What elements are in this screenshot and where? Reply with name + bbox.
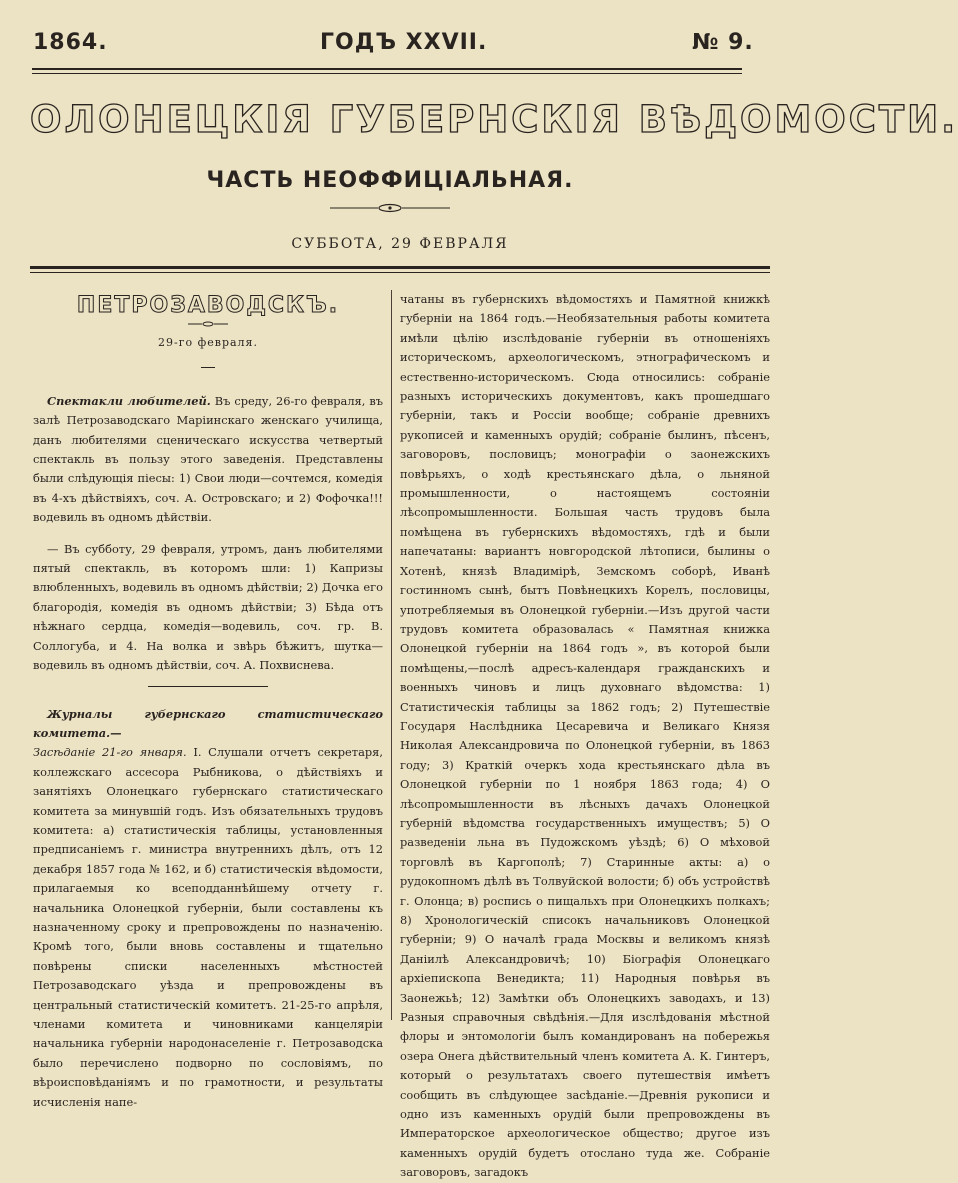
city-heading: ПЕТРОЗАВОДСКЪ. [76, 293, 340, 318]
article-theatre-text: Въ среду, 26-го февраля, въ залѣ Петрозаводскаго Маріинскаго женскаго училища, данъ любителями сценическаго искусства четвертый спектакль въ пользу этого заведенія. Представлены были слѣдующія пiесы: 1) Свои люди—сочтемся, комедія въ 4-хъ дѣйствіяхъ, соч. А. Островскаго; и 2) Фофочка!!! водевиль въ одномъ дѣйствіи. [33, 393, 383, 525]
article-theatre-heading: Спектакли любителей. [47, 393, 211, 408]
column-separator [391, 290, 392, 1020]
right-column [400, 290, 770, 1183]
masthead-title: ОЛОНЕЦКІЯ ГУБЕРНСКІЯ ВѢДОМОСТИ. [30, 98, 958, 141]
article-committee-heading: Журналы губернскаго статистическаго комитета.— [33, 706, 383, 740]
right-column-text: чатаны въ губернскихъ вѣдомостяхъ и Памятной книжкѣ губерніи на 1864 годъ.—Необязательныя работы комитета имѣли цѣлію изслѣдованіе губерніи въ отношеніяхъ историческомъ, археологическомъ, этнографическомъ и естественно-историческомъ. Сюда относились: собраніе разныхъ историческихъ документовъ, какъ прошедшаго губерніи, такъ и Россіи вообще; собраніе древнихъ рукописей и каменныхъ орудій; собраніе былинъ, пѣсенъ, заговоровъ, пословицъ; монографіи о заонежскихъ повѣрьяхъ, о ходѣ крестьянскаго дѣла, о льняной промышленности, о настоящемъ состояніи лѣсопромышленности. Большая часть трудовъ была помѣщена въ губернскихъ вѣдомостяхъ, гдѣ и были напечатаны: вариантъ новгородской лѣтописи, былины о Хотенѣ, князѣ Владимірѣ, Земскомъ соборѣ, Иванѣ гостинномъ сынѣ, бытъ Повѣнецкихъ Корелъ, пословицы, употребляемыя въ Олонецкой губерніи.—Изъ другой части трудовъ комитета образовалась « Памятная книжка Олонецкой губерніи на 1864 годъ », въ которой были помѣщены,—послѣ адресъ-календаря гражданскихъ и военныхъ чиновъ и лицъ духовнаго вѣдомства: 1) Статистическія таблицы за 1862 годъ; 2) Путешествіе Государя Наслѣдника Цесаревича и Великаго Князя Николая Александровича по Олонецкой губерніи, въ 1863 году; 3) Краткій очеркъ хода крестьянскаго дѣла въ Олонецкой губерніи по 1 ноября 1863 года; 4) О лѣсопромышленности въ лѣсныхъ дачахъ Олонецкой губерній вѣдомства государственныхъ имуществъ; 5) О разведеніи льна въ Пудожскомъ уѣздѣ; 6) О мѣховой торговлѣ въ Каргополѣ; 7) Старинные акты: а) о рудокопномъ дѣлѣ въ Толвуйской волости; б) объ устройствѣ г. Олонца; в) роспись о пищальхъ при Олонецкихъ полкахъ; 8) Хронологическій списокъ начальниковъ Олонецкой губерніи; 9) О началѣ града Москвы и великомъ князѣ Даніилѣ Александровичѣ; 10) Біографія Олонецкаго архіепископа Венедикта; 11) Народныя повѣрья въ Заонежьѣ; 12) Замѣтки объ Олонецкихъ заводахъ, и 13) Разныя справочныя свѣдѣнія.—Для изслѣдованія мѣстной флоры и энтомологіи былъ командированъ на побережья озера Онега дѣйствительный членъ комитета А. К. Гинтеръ, который о результатахъ своего путешествія имѣетъ сообщить въ слѣдующее засѣданіе.—Древнія рукописи и одно изъ каменныхъ орудій были препровождены въ Императорское археологическое общество; другое изъ каменныхъ орудій будетъ отослано туда же. Собраніе заговоровъ, загадокъ [400, 292, 770, 1180]
issue-date: СУББОТА, 29 ФЕВРАЛЯ [291, 236, 509, 252]
article-committee [33, 705, 383, 1113]
masthead-subtitle: ЧАСТЬ НЕОФФИЦІАЛЬНАЯ. [206, 168, 574, 193]
local-date-line: 29-го февраля. [158, 336, 258, 350]
left-column [33, 290, 383, 1112]
short-dash [201, 367, 215, 368]
section-rule-thin [30, 272, 770, 273]
header-rule-thick [32, 68, 742, 70]
section-rule-thick [30, 266, 770, 269]
header-rule-thin [32, 73, 742, 74]
ornament-divider-icon [330, 203, 450, 213]
article-fifth-spectacle: — Въ субботу, 29 февраля, утромъ, данъ любителями пятый спектакль, въ которомъ шли: 1) Капризы влюбленныхъ, водевиль въ одномъ дѣйствіи; 2) Дочка его благородія, комедія въ одномъ дѣйствіи; 3) Бѣда отъ нѣжнаго сердца, комедія—водевиль, соч. гр. В. Соллогуба, и 4. На волка и звѣрь бѣжитъ, шутка—водевиль въ одномъ дѣйствіи, соч. А. Похвиснева. [33, 541, 383, 673]
header-year: 1864. [33, 30, 108, 55]
article-separator [148, 686, 268, 687]
header-volume: ГОДЪ XXVII. [320, 30, 488, 55]
small-ornament-icon [188, 321, 228, 327]
article-committee-session: Засѣданіе 21-го января. [33, 745, 187, 760]
article-committee-text: I. Слушали отчетъ секретаря, коллежскаго ассесора Рыбникова, о дѣйствіяхъ и занятіяхъ Олонецкаго губернскаго статистическаго комитета за минувшій годъ. Изъ обязательныхъ трудовъ комитета: а) статистическія таблицы, установленныя предписаніемъ г. министра внутреннихъ дѣлъ, отъ 12 декабря 1857 года № 162, и б) статистическія вѣдомости, прилагаемыя ко всеподданнѣйшему отчету г. начальника Олонецкой губерніи, были составлены къ назначенному сроку и препровождены по назначенію. Кромѣ того, были вновь составлены и тщательно повѣрены списки населенныхъ мѣстностей Петрозаводскаго уѣзда и препровождены въ центральный статистическій комитетъ. 21-25-го апрѣля, членами комитета и чиновниками канцеляріи начальника губерніи народонаселеніе г. Петрозаводска было перечислено подворно по сословіямъ, по вѣроисповѣданіямъ и по грамотности, и результаты исчисленія напе- [33, 745, 383, 1109]
article-theatre [33, 392, 383, 528]
header-issue: № 9. [692, 30, 754, 55]
